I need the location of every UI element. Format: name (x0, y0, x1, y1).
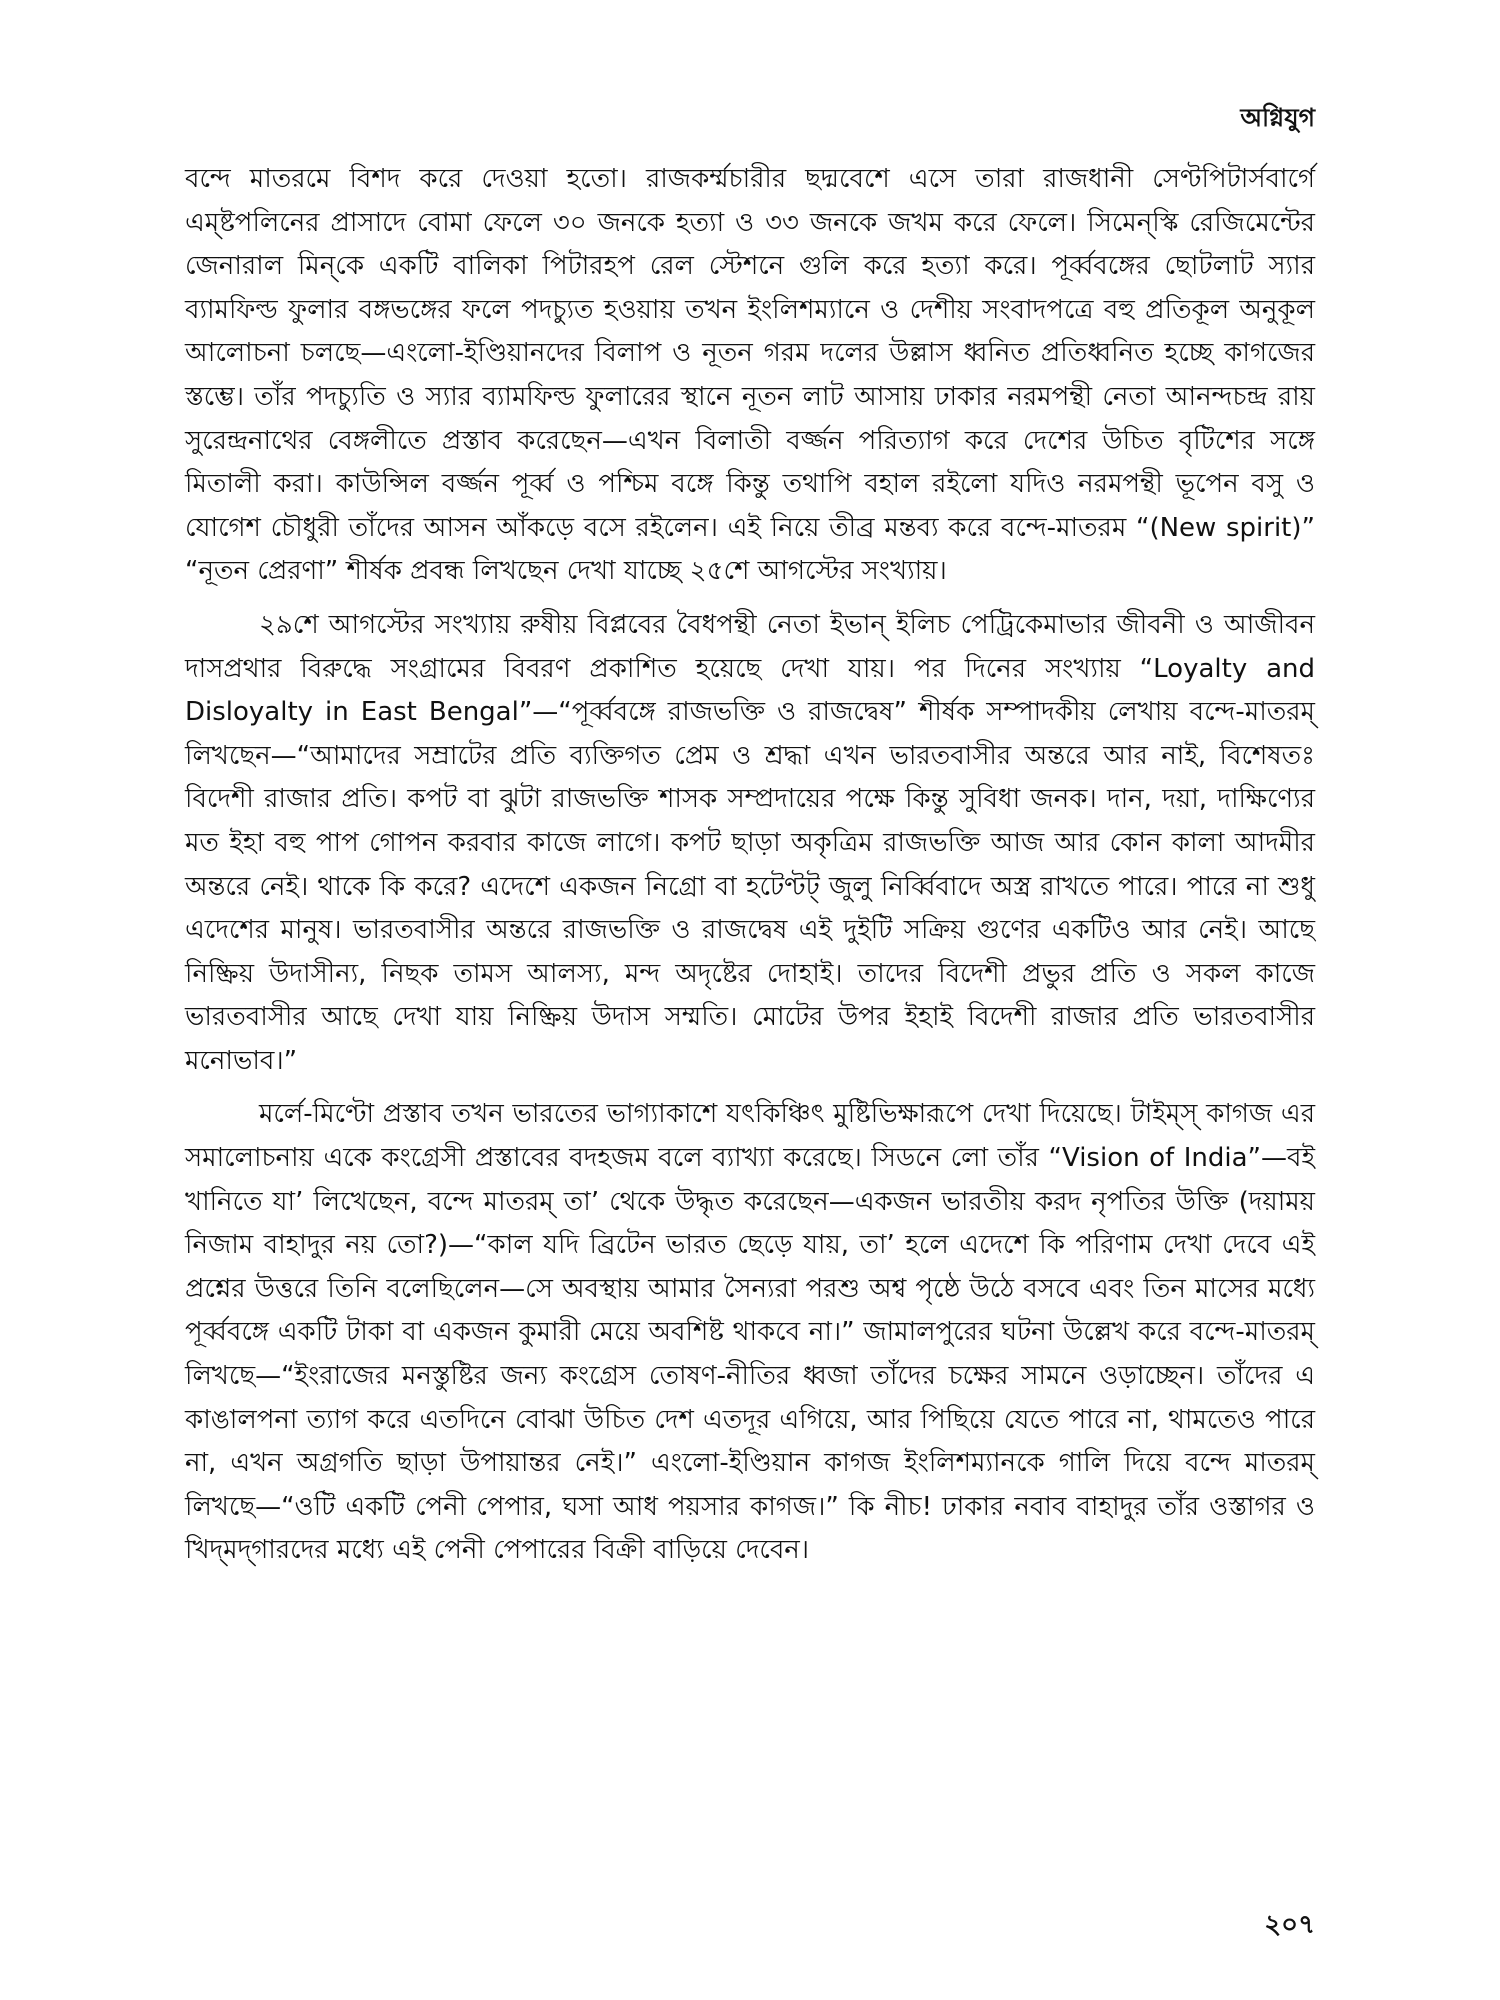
paragraph: মর্লে-মিণ্টো প্রস্তাব তখন ভারতের ভাগ্যাকাশে যৎকিঞ্চিৎ মুষ্টিভিক্ষারূপে দেখা দিয়েছে। টাইম্‌স্ কাগজ এর সমালোচনায় একে কংগ্রেসী প্রস্তাবের বদহজম বলে ব্যাখ্যা করেছে। সিডনে লো তাঁর “Vision of India”—বই খানিতে যা’ লিখেছেন, বন্দে মাতরম্ তা’ থেকে উদ্ধৃত করেছেন—একজন ভারতীয় করদ নৃপতির উক্তি (দয়াময় নিজাম বাহাদুর নয় তো?)—“কাল যদি ব্রিটেন ভারত ছেড়ে যায়, তা’ হলে এদেশে কি পরিণাম দেখা দেবে এই প্রশ্নের উত্তরে তিনি বলেছিলেন—সে অবস্থায় আমার সৈন্যরা পরশু অশ্ব পৃষ্ঠে উঠে বসবে এবং তিন মাসের মধ্যে পূর্ব্ববঙ্গে একটি টাকা বা একজন কুমারী মেয়ে অবশিষ্ট থাকবে না।” জামালপুরের ঘটনা উল্লেখ করে বন্দে-মাতরম্ লিখছে—“ইংরাজের মনস্তুষ্টির জন্য কংগ্রেস তোষণ-নীতির ধ্বজা তাঁদের চক্ষের সামনে ওড়াচ্ছেন। তাঁদের এ কাঙালপনা ত্যাগ করে এতদিনে বোঝা উচিত দেশ এতদূর এগিয়ে, আর পিছিয়ে যেতে পারে না, থামতেও পারে না, এখন অগ্রগতি ছাড়া উপায়ান্তর নেই।” এংলো-ইণ্ডিয়ান কাগজ ইংলিশম্যানকে গালি দিয়ে বন্দে মাতরম্ লিখছে—“ওটি একটি পেনী পেপার, ঘসা আধ পয়সার কাগজ।” কি নীচ! ঢাকার নবাব বাহাদুর তাঁর ওস্তাগর ও খিদ্‌মদ্‌গারদের মধ্যে এই পেনী পেপারের বিক্রী বাড়িয়ে দেবেন। (185, 1099, 1315, 1566)
paragraph: ২৯শে আগস্টের সংখ্যায় রুষীয় বিপ্লবের বৈধপন্থী নেতা ইভান্ ইলিচ পেট্রিকেমাভার জীবনী ও আজীবন দাসপ্রথার বিরুদ্ধে সংগ্রামের বিবরণ প্রকাশিত হয়েছে দেখা যায়। পর দিনের সংখ্যায় “Loyalty and Disloyalty in East Bengal”—“পূর্ব্ববঙ্গে রাজভক্তি ও রাজদ্বেষ” শীর্ষক সম্পাদকীয় লেখায় বন্দে-মাতরম্ লিখছেন—“আমাদের সম্রাটের প্রতি ব্যক্তিগত প্রেম ও শ্রদ্ধা এখন ভারতবাসীর অন্তরে আর নাই, বিশেষতঃ বিদেশী রাজার প্রতি। কপট বা ঝুটা রাজভক্তি শাসক সম্প্রদায়ের পক্ষে কিন্তু সুবিধা জনক। দান, দয়া, দাক্ষিণ্যের মত ইহা বহু পাপ গোপন করবার কাজে লাগে। কপট ছাড়া অকৃত্রিম রাজভক্তি আজ আর কোন কালা আদমীর অন্তরে নেই। থাকে কি করে? এদেশে একজন নিগ্রো বা হটেণ্টট্ জুলু নির্ব্বিবাদে অস্ত্র রাখতে পারে। পারে না শুধু এদেশের মানুষ। ভারতবাসীর অন্তরে রাজভক্তি ও রাজদ্বেষ এই দুইটি সক্রিয় গুণের একটিও আর নেই। আছে নিষ্ক্রিয় উদাসীন্য, নিছক তামস আলস্য, মন্দ অদৃষ্টের দোহাই। তাদের বিদেশী প্রভুর প্রতি ও সকল কাজে ভারতবাসীর আছে দেখা যায় নিষ্ক্রিয় উদাস সম্মতি। মোটের উপর ইহাই বিদেশী রাজার প্রতি ভারতবাসীর মনোভাব।” (185, 609, 1315, 1076)
page-number: ২০৭ (1264, 1910, 1315, 1940)
running-head: অগ্নিযুগ (1240, 103, 1315, 132)
body-text (185, 158, 1315, 1583)
paragraph: বন্দে মাতরমে বিশদ করে দেওয়া হতো। রাজকর্ম্মচারীর ছদ্মবেশে এসে তারা রাজধানী সেণ্টপিটার্সবার্গে এম্‌ষ্টপলিনের প্রাসাদে বোমা ফেলে ৩০ জনকে হত্যা ও ৩৩ জনকে জখম করে ফেলে। সিমেন্‌স্কি রেজিমেন্টের জেনারাল মিন্‌কে একটি বালিকা পিটারহপ রেল স্টেশনে গুলি করে হত্যা করে। পূর্ব্ববঙ্গের ছোটলাট স্যার ব্যামফিল্ড ফুলার বঙ্গভঙ্গের ফলে পদচ্যুত হওয়ায় তখন ইংলিশম্যানে ও দেশীয় সংবাদপত্রে বহু প্রতিকূল অনুকূল আলোচনা চলছে—এংলো-ইণ্ডিয়ানদের বিলাপ ও নূতন গরম দলের উল্লাস ধ্বনিত প্রতিধ্বনিত হচ্ছে কাগজের স্তম্ভে। তাঁর পদচ্যুতি ও স্যার ব্যামফিল্ড ফুলারের স্থানে নূতন লাট আসায় ঢাকার নরমপন্থী নেতা আনন্দচন্দ্র রায় সুরেন্দ্রনাথের বেঙ্গলীতে প্রস্তাব করেছেন—এখন বিলাতী বর্জ্জন পরিত্যাগ করে দেশের উচিত বৃটিশের সঙ্গে মিতালী করা। কাউন্সিল বর্জ্জন পূর্ব্ব ও পশ্চিম বঙ্গে কিন্তু তথাপি বহাল রইলো যদিও নরমপন্থী ভূপেন বসু ও যোগেশ চৌধুরী তাঁদের আসন আঁকড়ে বসে রইলেন। এই নিয়ে তীব্র মন্তব্য করে বন্দে-মাতরম “(New spirit)” “নূতন প্রেরণা” শীর্ষক প্রবন্ধ লিখছেন দেখা যাচ্ছে ২৫শে আগস্টের সংখ্যায়। (185, 164, 1315, 587)
